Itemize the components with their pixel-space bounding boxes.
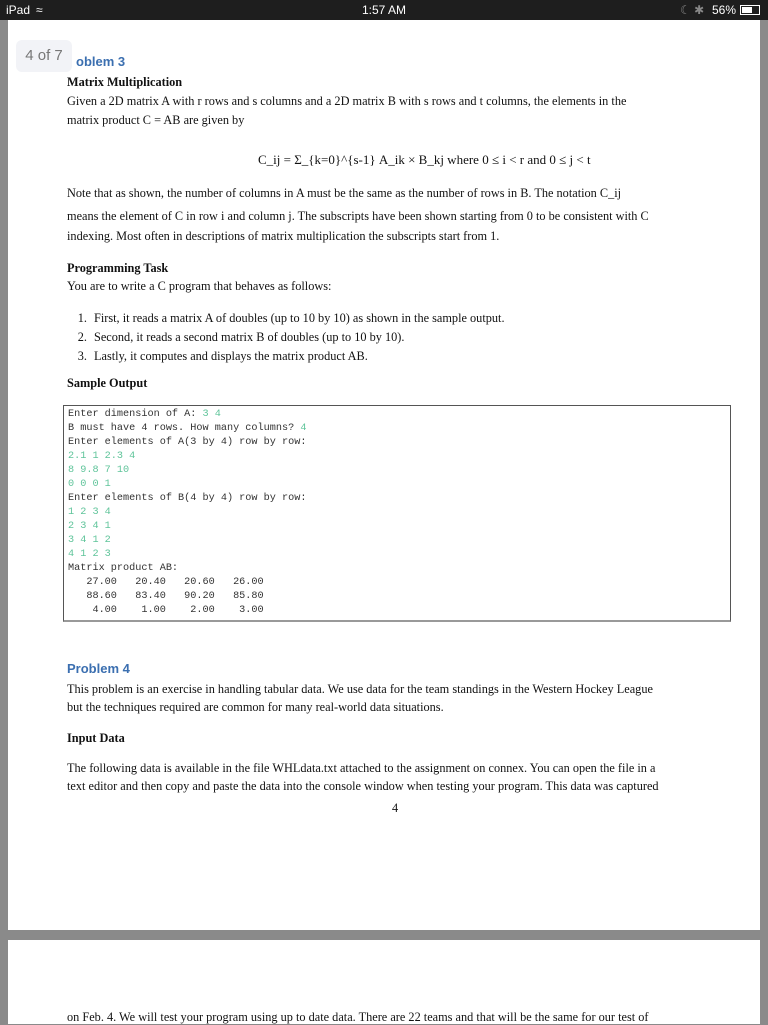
- intro-line: matrix product C = AB are given by: [67, 113, 245, 127]
- task-heading: Programming Task: [67, 261, 169, 275]
- user-input-text: 2.1 1 2.3 4: [68, 451, 136, 462]
- sample-heading: Sample Output: [67, 376, 148, 390]
- sample-line: [68, 408, 730, 422]
- clock: 1:57 AM: [362, 3, 407, 17]
- p4-text: but the techniques required are common for many real-world data situations.: [67, 700, 444, 714]
- battery-icon: [740, 5, 760, 15]
- prompt-text: Enter elements of A(3 by 4) row by row:: [68, 437, 307, 448]
- sample-line: [68, 590, 730, 604]
- formula: C_ij = Σ_{k=0}^{s-1} A_ik × B_kj where 0 ≤ i < r and 0 ≤ j < t: [258, 152, 591, 167]
- prompt-text: 27.00 20.40 20.60 26.00: [68, 577, 264, 588]
- prompt-text: Matrix product AB:: [68, 563, 179, 574]
- page-number: 4: [392, 801, 399, 815]
- sample-line: [68, 478, 730, 492]
- problem4-heading: Problem 4: [67, 661, 130, 676]
- note-line: indexing. Most often in descriptions of matrix multiplication the subscripts start from 1.: [67, 229, 500, 243]
- sample-line: [68, 436, 730, 450]
- task-intro: You are to write a C program that behaves as follows:: [67, 279, 332, 293]
- intro-line: Given a 2D matrix A with r rows and s columns and a 2D matrix B with s rows and t columns, the elements in the: [67, 94, 627, 108]
- input-text: The following data is available in the file WHLdata.txt attached to the assignment on connex. You can open the file in a: [67, 761, 656, 775]
- battery-percent: 56%: [712, 3, 737, 17]
- sample-line: [68, 576, 730, 590]
- sample-line: [68, 604, 730, 618]
- sample-output-box: [63, 405, 731, 622]
- sample-line: [68, 464, 730, 478]
- page-indicator: 4 of 7: [16, 40, 72, 72]
- prompt-text: B must have 4 rows. How many columns?: [68, 423, 301, 434]
- sample-line: [68, 562, 730, 576]
- sample-line: [68, 548, 730, 562]
- user-input-text: 1 2 3 4: [68, 507, 111, 518]
- steps-list: [90, 309, 505, 366]
- input-heading: Input Data: [67, 731, 125, 745]
- sample-line: [68, 506, 730, 520]
- sample-line: [68, 422, 730, 436]
- sample-line: [68, 534, 730, 548]
- user-input-text: 0 0 0 1: [68, 479, 111, 490]
- device-label: iPad: [6, 3, 31, 17]
- user-input-text: 3 4: [202, 409, 221, 420]
- prompt-text: Enter elements of B(4 by 4) row by row:: [68, 493, 307, 504]
- step: 2. Second, it reads a second matrix B of doubles (up to 10 by 10).: [90, 328, 505, 347]
- user-input-text: 4: [300, 423, 307, 434]
- user-input-text: 2 3 4 1: [68, 521, 111, 532]
- sample-line: [68, 520, 730, 534]
- prompt-text: Enter dimension of A:: [68, 409, 203, 420]
- p4-text: This problem is an exercise in handling tabular data. We use data for the team standings in the Western Hockey League: [67, 682, 653, 696]
- step: 1. First, it reads a matrix A of doubles (up to 10 by 10) as shown in the sample output.: [90, 309, 505, 328]
- prompt-text: 4.00 1.00 2.00 3.00: [68, 605, 264, 616]
- moon-bluetooth-icon: ☾ ✱: [680, 3, 705, 17]
- sample-line: [68, 450, 730, 464]
- subheading: Matrix Multiplication: [67, 75, 183, 89]
- user-input-text: 8 9.8 7 10: [68, 465, 130, 476]
- sample-line: [68, 492, 730, 506]
- user-input-text: 4 1 2 3: [68, 549, 111, 560]
- step: 3. Lastly, it computes and displays the matrix product AB.: [90, 347, 505, 366]
- prompt-text: 88.60 83.40 90.20 85.80: [68, 591, 264, 602]
- wifi-icon: ≈: [36, 3, 43, 17]
- problem3-heading: oblem 3: [76, 54, 126, 69]
- note-line: means the element of C in row i and column j. The subscripts have been shown starting from 0 to be consistent with C: [67, 209, 649, 223]
- note-line: Note that as shown, the number of columns in A must be the same as the number of rows in B. The notation C_ij: [67, 186, 622, 200]
- input-text: text editor and then copy and paste the data into the console window when testing your program. This data was captured: [67, 779, 659, 793]
- status-bar: [0, 0, 768, 20]
- next-page-text: on Feb. 4. We will test your program using up to date data. There are 22 teams and that will be the same for our test of: [67, 1010, 649, 1024]
- user-input-text: 3 4 1 2: [68, 535, 111, 546]
